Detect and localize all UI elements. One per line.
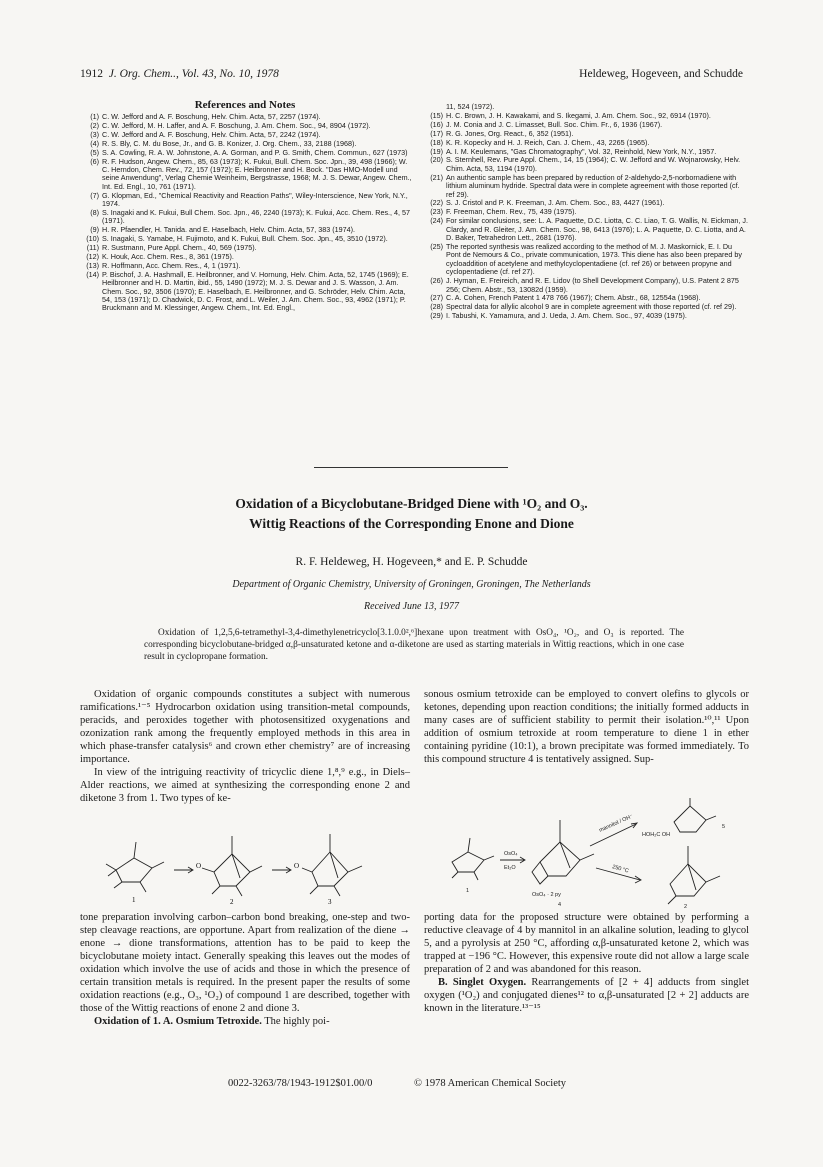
reference-number: (19)	[430, 146, 443, 156]
reference-number: (3)	[90, 129, 99, 139]
reference-number: (14)	[86, 269, 99, 279]
reference-number: (17)	[430, 128, 443, 138]
reference-item	[80, 271, 412, 313]
reference-text: F. Freeman, Chem. Rev., 75, 439 (1975).	[446, 207, 577, 217]
reference-text: A. I. M. Keulemans, "Gas Chromatography", Vol. 32, Reinhold, New York, N.Y., 1957.	[446, 146, 717, 156]
reaction-scheme-2	[440, 798, 740, 908]
reference-text: C. A. Cohen, French Patent 1 478 766 (1967); Chem. Abstr., 68, 12554a (1968).	[446, 293, 701, 303]
solvent-label: Et₂O	[504, 865, 516, 871]
molecule-1	[106, 842, 164, 892]
reference-number: (16)	[430, 119, 443, 129]
paragraph: Oxidation of organic compounds constitutes a subject with numerous ramifications.¹⁻⁵ Hydrocarbon oxidation using transition-metal compounds, peracids, and peroxides together with photosensitized oxygenations and ozonization rank among the frequently employed methods in this area in which phase-transfer catalysis⁶ and crown ether chemistry⁷ are of increasing importance.	[80, 689, 410, 765]
reference-number: (7)	[90, 190, 99, 200]
reference-text: Spectral data for allylic alcohol 9 are in complete agreement with those reported (cf. ref 29).	[446, 302, 737, 312]
reference-text: R. Sustmann, Pure Appl. Chem., 40, 569 (1975).	[102, 243, 257, 253]
reference-item	[80, 131, 412, 139]
article-affiliation: Department of Organic Chemistry, University of Groningen, Groningen, The Netherlands	[232, 579, 591, 590]
reference-number: (1)	[90, 112, 99, 121]
references-right-column	[424, 103, 748, 321]
body-column-1-bottom	[80, 911, 410, 1028]
section-heading: Oxidation of 1. A. Osmium Tetroxide.	[94, 1016, 262, 1027]
reference-number: (5)	[90, 147, 99, 157]
reference-text: An authentic sample has been prepared by reduction of 2-aldehydo-2,5-norbornadiene with lithium aluminum hydride. Spectral data were in complete agreement with those reported (cf. ref 29).	[446, 172, 740, 199]
reference-number: (15)	[430, 110, 443, 120]
reaction-scheme-1	[96, 830, 396, 908]
reference-text: For similar conclusions, see: L. A. Paquette, D.C. Liotta, C. C. Liao, T. G. Wallis, N. Eickman, J. Clardy, and R. Gleiter, J. Am. Chem. Soc., 98, 6413 (1976); L. A. Paquette, D. C. Liotta, and A. D. Baker, Tetrahedron Lett., 2681 (1976).	[446, 216, 748, 243]
reference-text: S. Inagaki and K. Fukui, Bull Chem. Soc. Jpn., 46, 2240 (1973); K. Fukui, Acc. Chem. Res., 4, 57 (1971).	[102, 207, 411, 226]
reference-text: S. J. Cristol and P. K. Freeman, J. Am. Chem. Soc., 83, 4427 (1961).	[446, 198, 665, 208]
reference-number: (25)	[430, 242, 443, 251]
paragraph: porting data for the proposed structure were obtained by performing a reductive cleavage of 4 by mannitol in an alkaline solution, leading to glycol 5, and a pyrolysis at 250 °C, affording α,β-unsaturated ketone 2, which was trapped at −196 °C. However, this expensive route did not allow a large scale preparation of 2 and was abandoned for this reason.	[424, 912, 749, 975]
paragraph: sonous osmium tetroxide can be employed to convert olefins to glycols or ketones, depending upon reaction conditions; the initially formed adducts in many cases are of sufficient stability to permit their isolation.¹⁰,¹¹ Upon addition of osmium tetroxide at room temperature to diene 1 in ether containing pyridine (10:1), a brown precipitate was formed immediately. To this compound structure 4 is tentatively assigned. Sup-	[424, 689, 749, 765]
reference-number: (22)	[430, 198, 443, 208]
paragraph: tone preparation involving carbon–carbon bond breaking, one-step and two-step cleavage reactions, are opportune. Apart from realization of the diene → enone → dione transformations, attention has to be paid to keep the bicyclobutane moiety intact. Generally speaking this leaves out the modes of oxidation which involve the use of acids and those in which the presence of certain transition metals is required. In the present paper the results of some oxidation reactions (e.g., O₃, ¹O₂) of compound 1 are described, together with those of the Wittig reactions of enone 2 and dione 3.	[80, 912, 410, 1014]
received-date: Received June 13, 1977	[364, 601, 459, 612]
reference-text: R. S. Bly, C. M. du Bose, Jr., and G. B. Konizer, J. Org. Chem., 33, 2188 (1968).	[102, 138, 357, 148]
reference-text: S. Sternhell, Rev. Pure Appl. Chem., 14, 15 (1964); C. W. Jefford and W. Wojnarowsky, Helv. Chim. Acta, 53, 1194 (1970).	[446, 155, 741, 173]
compound-label-3: 3	[328, 898, 332, 906]
molecule-1	[452, 838, 494, 880]
references-left-column	[80, 113, 412, 313]
compound-label-1: 1	[466, 888, 470, 894]
molecule-3	[302, 834, 362, 896]
body-column-1-top	[80, 688, 410, 805]
header-left	[80, 68, 279, 80]
body-column-2-top	[424, 688, 749, 766]
reference-text: The reported synthesis was realized according to the method of M. J. Maskornick, E. I. Du Pont de Nemours & Co., private communication, 1973. This diene has also been prepared by cycloaddition of acetylene and methylcyclopentadiene (cf. ref 26) or between propyne and cyclopentadiene (cf. ref 27).	[446, 242, 742, 277]
section-divider	[314, 467, 508, 468]
compound-label-1: 1	[132, 896, 136, 904]
reference-text: P. Bischof, J. A. Hashmall, E. Heilbronner, and V. Hornung, Helv. Chim. Acta, 52, 1745 (1969); E. Heilbronner and H. D. Martin, ibid., 55, 1490 (1972); M. J. S. Dewar and J. S. Wasson, J. Am. Chem. Soc., 92, 3506 (1970); E. Haselbach, E. Heilbronner, and G. Schröder, Helv. Chim. Acta, 54, 153 (1971); D. Chadwick, D. C. Frost, and L. Weiler, J. Am. Chem. Soc., 93, 4962 (1971); P. Bruckmann and M. Klessinger, Angew. Chem., Int. Ed. Engl.,	[102, 269, 409, 313]
section-heading: B. Singlet Oxygen.	[438, 977, 527, 988]
running-authors: Heldeweg, Hogeveen, and Schudde	[579, 68, 743, 80]
reference-number: (8)	[90, 207, 99, 217]
reference-item	[424, 130, 748, 138]
reference-item	[80, 140, 412, 148]
title-line-1: Oxidation of a Bicyclobutane-Bridged Diene with ¹O₂ and O₃.	[235, 496, 588, 511]
reference-text: R. F. Hudson, Angew. Chem., 85, 63 (1973); K. Fukui, Bull. Chem. Soc. Jpn., 39, 498 (1966); W. C. Herndon, Chem. Rev., 72, 157 (1972); E. Heilbronner and H. Bock. "Das HMO-Modell und seine Anwendung", Verlag Chemie Weinheim, Bergstrasse, 1968; M. J. S. Dewar, Angew. Chem., Int. Ed. Engl., 10, 761 (1971).	[102, 156, 412, 191]
reference-text: C. W. Jefford, M. H. Laffer, and A. F. Boschung, J. Am. Chem. Soc., 94, 8904 (1972).	[102, 120, 371, 130]
reference-item	[424, 217, 748, 242]
compound-label-2: 2	[684, 904, 688, 908]
page-number: 1912	[80, 68, 103, 80]
reagent-label: mannitol / OH⁻	[598, 813, 635, 834]
reference-number: (10)	[86, 234, 99, 244]
reference-number: (12)	[86, 252, 99, 261]
article-authors: R. F. Heldeweg, H. Hogeveen,* and E. P. Schudde	[295, 556, 528, 568]
oxygen-label: O	[294, 862, 300, 870]
reference-text: R. Hoffmann, Acc. Chem. Res., 4, 1 (1971).	[102, 260, 241, 270]
title-line-2: Wittig Reactions of the Corresponding Enone and Dione	[249, 516, 574, 531]
oxygen-label: O	[196, 862, 202, 870]
reference-number: (11)	[86, 243, 99, 253]
reference-number: (24)	[430, 216, 443, 226]
reference-text: R. G. Jones, Org. React., 6, 352 (1951).	[446, 128, 574, 138]
compound-label-2: 2	[230, 898, 234, 906]
copyright: © 1978 American Chemical Society	[414, 1078, 567, 1089]
reference-text: H. R. Pfaendler, H. Tanida. and E. Haselbach, Helv. Chim. Acta, 57, 383 (1974).	[102, 225, 356, 235]
paragraph-heading	[424, 976, 749, 1015]
journal-citation: J. Org. Chem.., Vol. 43, No. 10, 1978	[108, 68, 279, 80]
molecule-2	[202, 836, 262, 896]
article-code: 0022-3263/78/1943-1912$01.00/0	[228, 1078, 373, 1089]
reference-item	[424, 156, 748, 173]
reference-item	[80, 192, 412, 209]
body-column-2-bottom	[424, 911, 749, 1015]
reference-text: C. W. Jefford and A. F. Boschung, Helv. Chim. Acta, 57, 2257 (1974).	[102, 112, 321, 121]
reference-item	[424, 243, 748, 277]
reference-item	[80, 158, 412, 192]
reference-number: (21)	[430, 172, 443, 182]
reference-text: S. Inagaki, S. Yamabe, H. Fujimoto, and K. Fukui, Bull. Chem. Soc. Jpn., 45, 3510 (1972).	[102, 234, 388, 244]
heading-continuation: The highly poi-	[261, 1016, 330, 1027]
reference-number: (4)	[90, 138, 99, 148]
reference-item	[80, 149, 412, 157]
reference-text: G. Klopman, Ed., "Chemical Reactivity and Reaction Paths", Wiley-Interscience, New York, N.Y., 1974.	[102, 190, 408, 209]
reference-text: S. A. Cowling, R. A. W. Johnstone, A. A. Gorman, and P. G. Smith, Chem. Commun., 627 (1973)	[102, 147, 408, 157]
reference-text: J. Hyman, E. Freireich, and R. E. Lidov (to Shell Development Company), U.S. Patent 2 875 256; Chem. Abstr., 53, 13082d (1959).	[446, 276, 739, 294]
osmate-label: OsO₄ · 2 py	[532, 892, 561, 898]
reference-number: (28)	[430, 302, 443, 312]
paragraph: In view of the intriguing reactivity of tricyclic diene 1,⁸,⁹ e.g., in Diels–Alder reactions, we aimed at synthesizing the corresponding enone 2 and diketone 3 from 1. Two types of ke-	[80, 767, 410, 804]
reference-number: (26)	[430, 276, 443, 286]
condition-label: 250 °C	[611, 864, 630, 875]
reagent-label: OsO₄	[504, 851, 518, 857]
abstract: Oxidation of 1,2,5,6-tetramethyl-3,4-dimethylenetricyclo[3.1.0.0²,⁶]hexane upon treatment with OsO₄, ¹O₂, and O₃ is reported. The corresponding bicyclobutane-bridged α,β-unsaturated ketone and α-diketone are used as starting materials in Wittig reactions, which in one case result in cyclopropane formation.	[144, 628, 684, 662]
reference-number: (13)	[86, 260, 99, 270]
molecule-2	[668, 846, 720, 904]
reference-item	[424, 174, 748, 199]
substituent-label: HOH₂C OH	[642, 832, 671, 838]
reference-item	[424, 312, 748, 320]
reference-text: I. Tabushi, K. Yamamura, and J. Ueda, J. Am. Chem. Soc., 97, 4039 (1975).	[446, 311, 687, 321]
reference-number: (6)	[90, 156, 99, 166]
reference-number: (23)	[430, 207, 443, 217]
reference-item	[424, 277, 748, 294]
compound-label-5: 5	[722, 824, 726, 830]
reference-number: (20)	[430, 155, 443, 165]
reference-text: C. W. Jefford and A. F. Boschung, Helv. Chim. Acta, 57, 2242 (1974).	[102, 129, 321, 139]
reference-item	[424, 139, 748, 147]
reference-number: (9)	[90, 225, 99, 235]
heading-continuation: Rearrangements of [2 + 4] adducts from singlet oxygen (¹O₂) and conjugated dienes¹² to α,β-unsaturated [2 + 2] adducts are known in the literature.¹³⁻¹⁵	[424, 977, 749, 1014]
reference-item	[80, 209, 412, 226]
reference-item	[424, 121, 748, 129]
compound-label-4: 4	[558, 902, 562, 908]
paragraph-heading	[80, 1015, 410, 1028]
references-title: References and Notes	[194, 99, 296, 111]
reference-number: (29)	[430, 311, 443, 321]
reference-text: K. R. Kopecky and H. J. Reich, Can. J. Chem., 43, 2265 (1965).	[446, 137, 650, 147]
reference-text: H. C. Brown, J. H. Kawakami, and S. Ikegami, J. Am. Chem. Soc., 92, 6914 (1970).	[446, 110, 711, 120]
reference-number: (2)	[90, 120, 99, 130]
molecule-4	[532, 820, 594, 884]
reference-number: (18)	[430, 137, 443, 147]
molecule-5	[674, 798, 716, 832]
reference-text: 11, 524 (1972).	[446, 102, 495, 111]
reference-text: K. Houk, Acc. Chem. Res., 8, 361 (1975).	[102, 252, 234, 261]
reference-text: J. M. Conia and J. C. Limasset, Bull. Soc. Chim. Fr., 6, 1936 (1967).	[446, 119, 663, 129]
reference-number: (27)	[430, 293, 443, 303]
article-title	[80, 494, 743, 534]
